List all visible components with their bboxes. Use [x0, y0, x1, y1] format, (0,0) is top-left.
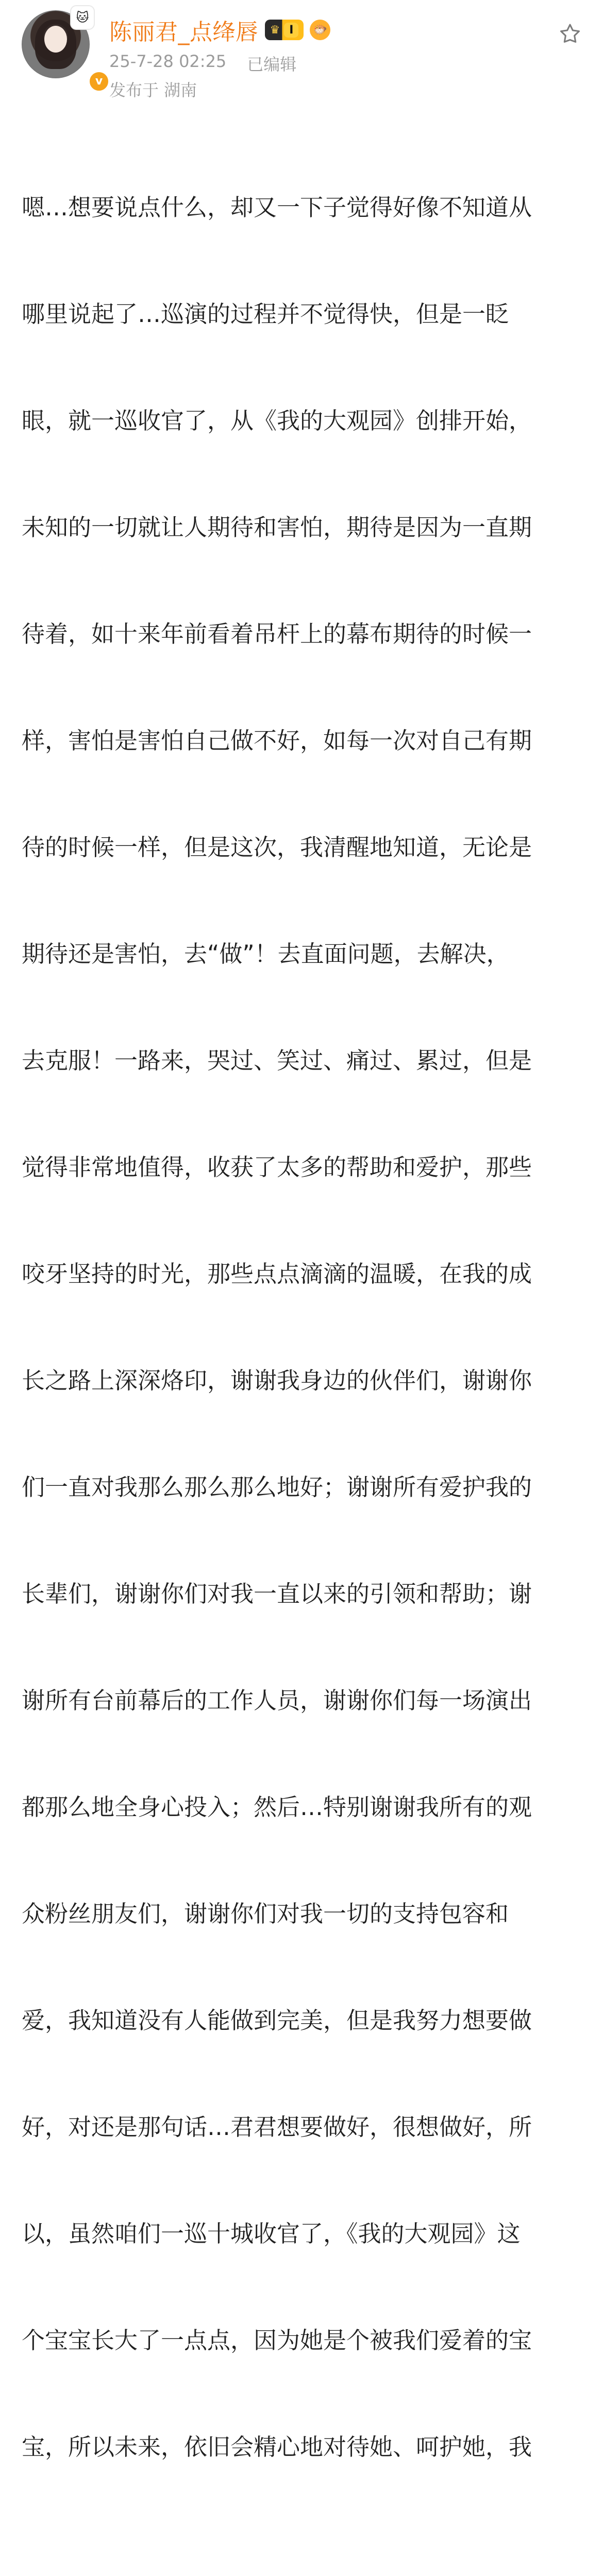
post-line: 期待还是害怕，去“做”！去直面问题，去解决，	[22, 940, 510, 968]
post-line: 众粉丝朋友们，谢谢你们对我一切的支持包容和	[22, 1900, 509, 1927]
post-line: 未知的一切就让人期待和害怕，期待是因为一直期	[22, 514, 532, 541]
post-header	[0, 0, 603, 103]
username-link[interactable]: 陈丽君_点绛唇	[109, 19, 259, 45]
post-line: 样，害怕是害怕自己做不好，如每一次对自己有期	[22, 727, 532, 754]
edited-label[interactable]: 已编辑	[247, 55, 297, 74]
post-line-with-emoji	[22, 2536, 583, 2576]
post-line: 都那么地全身心投入；然后…特别谢谢我所有的观	[22, 1793, 532, 1821]
post-line: 长辈们，谢谢你们对我一直以来的引领和帮助；谢	[22, 1580, 532, 1607]
page-bottom	[0, 969, 603, 982]
post-content	[22, 118, 583, 2576]
post-location: 发布于 湖南	[109, 80, 197, 100]
avatar-face	[44, 26, 67, 53]
post-line: 去克服！一路来，哭过、笑过、痛过、累过，但是	[22, 1047, 532, 1074]
post-line: 眼，就一巡收官了，从《我的大观园》创排开始，	[22, 407, 532, 434]
star-outline-icon	[558, 22, 582, 46]
post-line: 以，虽然咱们一巡十城收官了，《我的大观园》这	[22, 2220, 521, 2247]
post-line: 长之路上深深烙印，谢谢我身边的伙伴们，谢谢你	[22, 1367, 532, 1394]
post-timestamp: 25-7-28 02:25	[109, 52, 227, 71]
verified-badge-icon: v	[88, 70, 110, 93]
post-meta	[109, 52, 296, 75]
post-line: 爱，我知道没有人能做到完美，但是我努力想要做	[22, 2007, 532, 2034]
pufferfish-icon[interactable]: 🐡	[310, 20, 330, 40]
post-line: 们一直对我那么那么那么地好；谢谢所有爱护我的	[22, 1473, 532, 1501]
post-line: 觉得非常地值得，收获了太多的帮助和爱护，那些	[22, 1154, 532, 1181]
vip-badge[interactable]	[265, 20, 304, 40]
favorite-button[interactable]	[556, 20, 584, 48]
post-line: 哪里说起了…巡演的过程并不觉得快，但是一眨	[22, 300, 509, 328]
post-line: 谢所有台前幕后的工作人员，谢谢你们每一场演出	[22, 1687, 532, 1714]
name-row	[109, 14, 330, 45]
post-line: 嗯…想要说点什么，却又一下子觉得好像不知道从	[22, 194, 532, 221]
crown-icon: ♛	[270, 23, 280, 37]
cat-face-icon: 🐱	[70, 5, 95, 30]
vip-level: I	[284, 23, 298, 38]
post-line: 宝，所以未来，依旧会精心地对待她、呵护她，我	[22, 2433, 532, 2461]
post-line: 待着，如十来年前看着吊杆上的幕布期待的时候一	[22, 620, 532, 648]
post-line: 个宝宝长大了一点点，因为她是个被我们爱着的宝	[22, 2327, 532, 2354]
avatar[interactable]	[22, 10, 103, 88]
post-line: 好，对还是那句话…君君想要做好，很想做好，所	[22, 2113, 532, 2141]
post-line: 待的时候一样，但是这次，我清醒地知道，无论是	[22, 834, 532, 861]
post-line: 咬牙坚持的时光，那些点点滴滴的温暖，在我的成	[22, 1260, 532, 1287]
